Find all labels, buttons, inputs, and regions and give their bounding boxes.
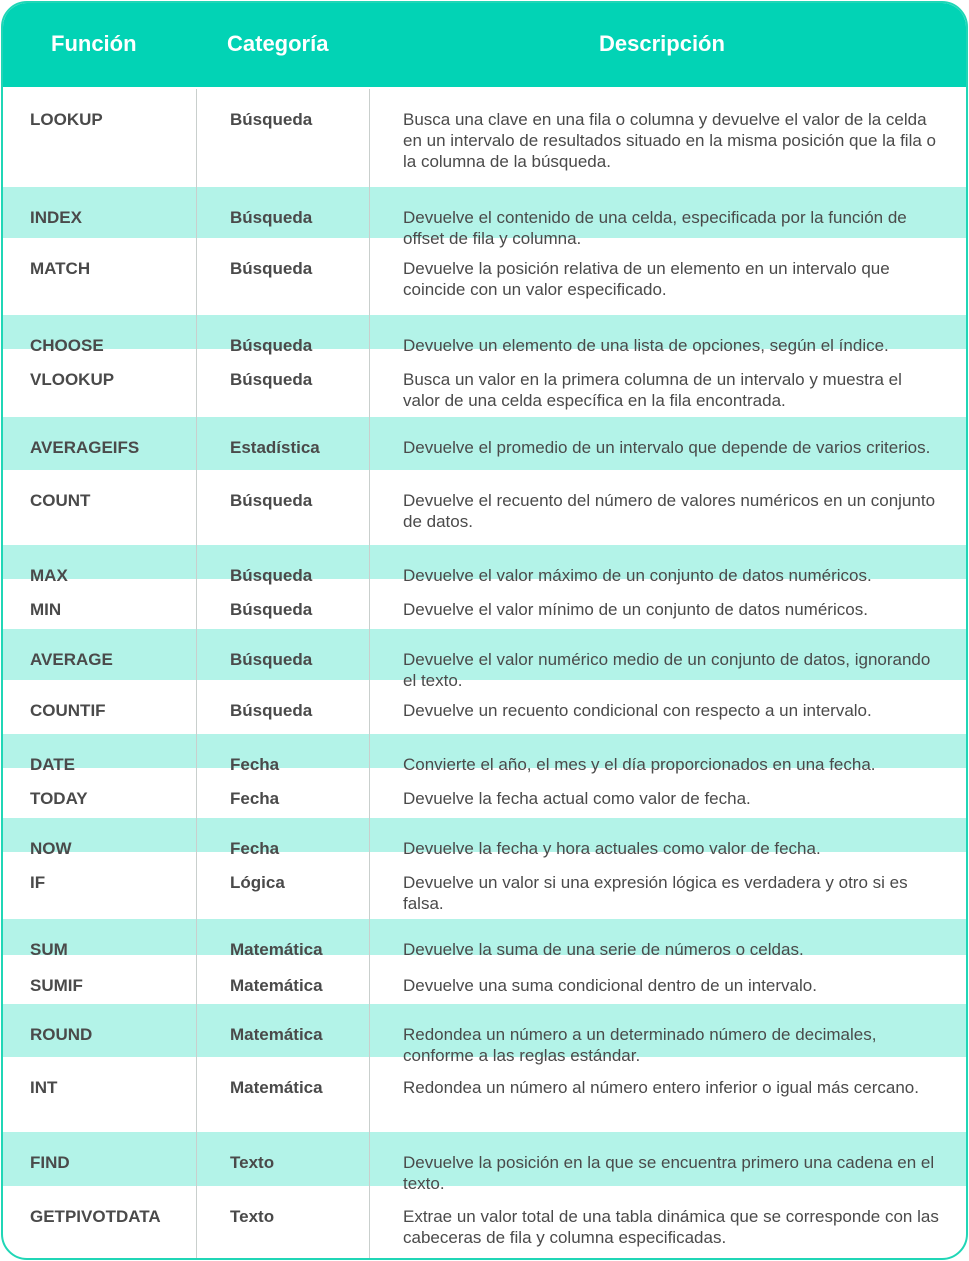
category-cell: Búsqueda bbox=[230, 110, 313, 129]
description-cell: Devuelve la fecha actual como valor de fecha. bbox=[403, 789, 751, 808]
description-cell: Devuelve un recuento condicional con respecto a un intervalo. bbox=[403, 701, 872, 720]
table-row bbox=[3, 545, 966, 585]
category-cell: Estadística bbox=[230, 438, 320, 457]
function-cell: MIN bbox=[30, 600, 62, 619]
category-cell: Matemática bbox=[230, 940, 323, 959]
functions-table bbox=[1, 1, 968, 1260]
description-cell: Devuelve el valor mínimo de un conjunto de datos numéricos. bbox=[403, 600, 868, 619]
header-category: Categoría bbox=[227, 31, 329, 56]
category-cell: Fecha bbox=[230, 755, 280, 774]
table-row bbox=[3, 579, 966, 629]
function-cell: SUM bbox=[30, 940, 68, 959]
function-cell: AVERAGE bbox=[30, 650, 113, 669]
column-divider bbox=[196, 89, 197, 1258]
function-cell: ROUND bbox=[30, 1025, 93, 1044]
description-cell: Devuelve el valor máximo de un conjunto de datos numéricos. bbox=[403, 566, 872, 585]
category-cell: Búsqueda bbox=[230, 208, 313, 227]
function-cell: MATCH bbox=[30, 259, 91, 278]
table-row bbox=[3, 680, 966, 734]
table-row bbox=[3, 919, 966, 959]
table-row bbox=[3, 238, 966, 315]
description-cell: Devuelve el valor numérico medio de un conjunto de datos, ignorando el texto. bbox=[403, 650, 931, 690]
function-cell: NOW bbox=[30, 839, 72, 858]
category-cell: Búsqueda bbox=[230, 259, 313, 278]
table-row bbox=[3, 1132, 966, 1193]
description-cell: Devuelve el recuento del número de valores numéricos en un conjunto de datos. bbox=[403, 491, 936, 531]
header-description: Descripción bbox=[599, 31, 725, 56]
description-cell: Busca un valor en la primera columna de un intervalo y muestra el valor de una celda específica en la fila encontrada. bbox=[403, 370, 902, 410]
category-cell: Lógica bbox=[230, 873, 285, 892]
table-row bbox=[3, 417, 966, 470]
table-row bbox=[3, 852, 966, 919]
category-cell: Texto bbox=[230, 1207, 275, 1226]
table-row bbox=[3, 89, 966, 187]
category-cell: Búsqueda bbox=[230, 370, 313, 389]
table-row bbox=[3, 349, 966, 417]
function-cell: DATE bbox=[30, 755, 76, 774]
category-cell: Búsqueda bbox=[230, 566, 313, 585]
category-cell: Texto bbox=[230, 1153, 275, 1172]
function-cell: CHOOSE bbox=[30, 336, 104, 355]
category-cell: Fecha bbox=[230, 839, 280, 858]
category-cell: Búsqueda bbox=[230, 600, 313, 619]
table-row bbox=[3, 1057, 966, 1132]
category-cell: Matemática bbox=[230, 1078, 323, 1097]
column-divider bbox=[369, 89, 370, 1258]
table-row bbox=[3, 470, 966, 545]
table-row bbox=[3, 1186, 966, 1258]
table-row bbox=[3, 818, 966, 858]
description-cell: Busca una clave en una fila o columna y devuelve el valor de la celda en un intervalo de resultados situado en la misma posición que la fila o la columna de la búsqueda. bbox=[403, 110, 936, 171]
description-cell: Devuelve la fecha y hora actuales como valor de fecha. bbox=[403, 839, 821, 858]
table-row bbox=[3, 1004, 966, 1065]
description-cell: Redondea un número a un determinado número de decimales, conforme a las reglas estándar. bbox=[403, 1025, 877, 1065]
description-cell: Devuelve un elemento de una lista de opciones, según el índice. bbox=[403, 336, 889, 355]
function-cell: MAX bbox=[30, 566, 68, 585]
function-cell: FIND bbox=[30, 1153, 70, 1172]
category-cell: Matemática bbox=[230, 1025, 323, 1044]
category-cell: Matemática bbox=[230, 976, 323, 995]
category-cell: Búsqueda bbox=[230, 701, 313, 720]
table-row bbox=[3, 955, 966, 1004]
table-row bbox=[3, 315, 966, 355]
description-cell: Devuelve la posición en la que se encuentra primero una cadena en el texto. bbox=[403, 1153, 935, 1193]
function-cell: LOOKUP bbox=[30, 110, 103, 129]
category-cell: Búsqueda bbox=[230, 650, 313, 669]
description-cell: Devuelve una suma condicional dentro de un intervalo. bbox=[403, 976, 817, 995]
function-cell: SUMIF bbox=[30, 976, 83, 995]
description-cell: Convierte el año, el mes y el día proporcionados en una fecha. bbox=[403, 755, 876, 774]
description-cell: Devuelve el promedio de un intervalo que depende de varios criterios. bbox=[403, 438, 931, 457]
table-row bbox=[3, 768, 966, 818]
header-function: Función bbox=[51, 31, 137, 56]
table-row bbox=[3, 629, 966, 690]
category-cell: Búsqueda bbox=[230, 336, 313, 355]
description-cell: Devuelve la suma de una serie de números o celdas. bbox=[403, 940, 804, 959]
function-cell: INDEX bbox=[30, 208, 82, 227]
function-cell: INT bbox=[30, 1078, 58, 1097]
table-header bbox=[3, 3, 966, 87]
description-cell: Devuelve la posición relativa de un elemento en un intervalo que coincide con un valor especificado. bbox=[403, 259, 890, 299]
function-cell: IF bbox=[30, 873, 46, 892]
category-cell: Fecha bbox=[230, 789, 280, 808]
function-cell: VLOOKUP bbox=[30, 370, 115, 389]
description-cell: Extrae un valor total de una tabla dinámica que se corresponde con las cabeceras de fila y columna especificadas. bbox=[403, 1207, 939, 1247]
function-cell: AVERAGEIFS bbox=[30, 438, 140, 457]
description-cell: Devuelve un valor si una expresión lógica es verdadera y otro si es falsa. bbox=[403, 873, 908, 913]
function-cell: COUNT bbox=[30, 491, 91, 510]
category-cell: Búsqueda bbox=[230, 491, 313, 510]
description-cell: Redondea un número al número entero inferior o igual más cercano. bbox=[403, 1078, 919, 1097]
description-cell: Devuelve el contenido de una celda, especificada por la función de offset de fila y columna. bbox=[403, 208, 907, 248]
function-cell: GETPIVOTDATA bbox=[30, 1207, 161, 1226]
function-cell: TODAY bbox=[30, 789, 88, 808]
table-row bbox=[3, 734, 966, 774]
function-cell: COUNTIF bbox=[30, 701, 106, 720]
table-row bbox=[3, 187, 966, 248]
